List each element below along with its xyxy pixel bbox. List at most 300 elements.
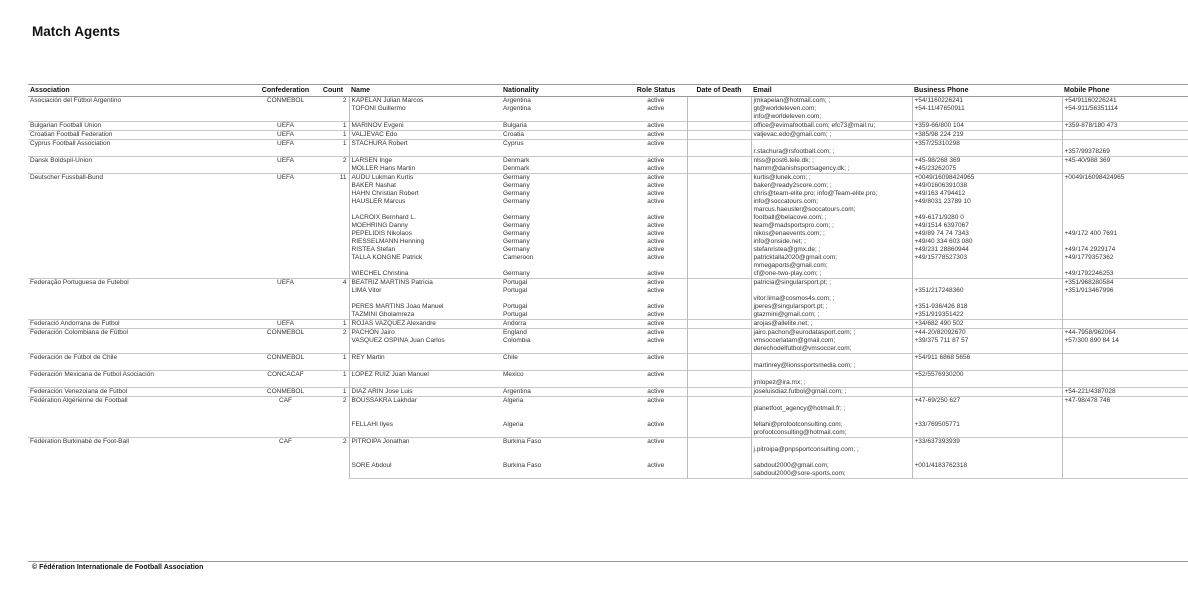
nationality-cell: Burkina Faso — [501, 438, 625, 463]
email-cell-line: planetfoot_agency@hotmail.fr; ; — [753, 405, 846, 412]
business-phone-cell — [912, 337, 1062, 354]
nationality-cell: Germany — [503, 246, 530, 253]
email-cell — [751, 105, 912, 122]
email-cell — [751, 279, 912, 288]
email-cell-line: team@madsportspro.com; ; — [753, 222, 834, 229]
agent-name-cell: ROJAS VAZQUEZ Alexandre — [349, 320, 501, 329]
business-phone-cell — [912, 462, 1062, 479]
date-of-death-cell — [687, 254, 751, 270]
page-title: Match Agents — [32, 24, 121, 39]
date-of-death-cell — [687, 397, 751, 422]
mobile-phone-cell-line — [1065, 303, 1187, 311]
nationality-cell: Portugal — [503, 303, 528, 310]
business-phone-cell-line: +0049/16098424965 — [914, 174, 975, 181]
role-status-cell: active — [647, 105, 665, 112]
mobile-phone-cell — [1062, 337, 1188, 354]
email-cell-line: kurtis@lunek.com; ; — [753, 174, 811, 181]
mobile-phone-cell-line — [1065, 371, 1187, 379]
nationality-cell: Mexico — [501, 371, 625, 388]
table-row[interactable] — [28, 329, 1188, 338]
role-status-cell: active — [647, 214, 665, 221]
mobile-phone-cell-line — [1065, 165, 1187, 173]
col-header-mobile-phone[interactable]: Mobile Phone — [1062, 85, 1188, 97]
business-phone-cell-line: +45/23262075 — [914, 165, 957, 172]
agent-name-cell: BEATRIZ MARTINS Patricia — [349, 279, 501, 288]
role-status-cell: active — [647, 254, 665, 261]
business-phone-cell-line: +49-6171/9280 0 — [914, 214, 964, 221]
business-phone-cell — [912, 157, 1062, 166]
email-cell-line: info@worldeleven.com; — [753, 113, 822, 120]
email-cell-line: cf@one-two-play.com; ; — [753, 270, 822, 277]
business-phone-cell-line: +47-69/250 627 — [914, 397, 961, 404]
email-cell-line: sabdoul2000@sore-sports.com; — [753, 470, 846, 477]
email-cell — [751, 254, 912, 270]
table-row[interactable] — [28, 174, 1188, 183]
mobile-phone-cell-line: +351/913467996 — [1064, 287, 1114, 294]
association-cell: Federación Colombiana de Fútbol — [28, 329, 254, 354]
business-phone-cell — [912, 198, 1062, 214]
agent-name-cell: STACHURA Robert — [349, 140, 501, 157]
count-cell: 2 — [317, 397, 349, 438]
count-cell: 4 — [317, 279, 349, 320]
business-phone-cell-line: +351-936/426 818 — [914, 303, 968, 310]
role-status-cell: active — [625, 388, 687, 397]
table-row[interactable] — [28, 388, 1188, 397]
nationality-cell: Germany — [503, 222, 530, 229]
col-header-count[interactable]: Count — [317, 85, 349, 97]
mobile-phone-cell-line — [1065, 438, 1187, 446]
agent-name-cell: PACHON Jairo — [349, 329, 501, 338]
role-status-cell: active — [647, 222, 665, 229]
mobile-phone-cell — [1062, 214, 1188, 222]
email-cell-line: hamm@danishsportsagency.dk; ; — [753, 165, 850, 172]
nationality-cell: Cyprus — [501, 140, 625, 157]
table-row[interactable] — [28, 97, 1188, 106]
count-cell: 2 — [317, 157, 349, 174]
business-phone-cell-line: +49/163 4794412 — [914, 190, 966, 197]
role-status-cell: active — [625, 320, 687, 329]
email-cell-line: j.pitroipa@pnpsportconsulting.com; ; — [753, 446, 859, 453]
business-phone-cell-line: +54/911 6868 5656 — [914, 354, 971, 361]
agent-name-cell: KAPELAN Julian Marcos — [349, 97, 501, 106]
business-phone-cell-line: +33/769505771 — [914, 421, 960, 428]
business-phone-cell-line: +34/682 490 502 — [914, 320, 964, 327]
email-cell — [751, 214, 912, 222]
agent-name-cell: TAZMINI Gholamreza — [351, 311, 415, 318]
business-phone-cell-line: +357/25310298 — [914, 140, 960, 147]
nationality-cell: Bulgaria — [501, 122, 625, 131]
confederation-cell: CONMEBOL — [254, 388, 317, 397]
email-cell — [751, 388, 912, 397]
mobile-phone-cell — [1062, 105, 1188, 122]
table-row[interactable] — [28, 122, 1188, 131]
role-status-cell: active — [647, 190, 665, 197]
count-cell: 2 — [317, 438, 349, 479]
date-of-death-cell — [687, 329, 751, 338]
date-of-death-cell — [687, 371, 751, 388]
business-phone-cell — [912, 131, 1062, 140]
nationality-cell: Algeria — [503, 421, 524, 428]
date-of-death-cell — [687, 157, 751, 166]
business-phone-cell — [912, 388, 1062, 397]
email-cell-line: joseluisdiaz.futbol@gmail.com; ; — [753, 388, 847, 395]
role-status-cell: active — [625, 97, 687, 106]
mobile-phone-cell-line — [1065, 421, 1187, 429]
mobile-phone-cell-line — [1065, 214, 1187, 222]
mobile-phone-cell — [1062, 421, 1188, 438]
email-cell — [751, 174, 912, 183]
email-cell-line: jmkapelan@hotmail.com; ; — [753, 97, 831, 104]
mobile-phone-cell — [1062, 303, 1188, 311]
email-cell — [751, 303, 912, 311]
association-cell: Federación de Fútbol de Chile — [28, 354, 254, 371]
email-cell-line: baker@ready2score.com; ; — [753, 182, 832, 189]
business-phone-cell — [912, 105, 1062, 122]
mobile-phone-cell — [1062, 174, 1188, 183]
email-cell — [751, 270, 912, 279]
date-of-death-cell — [687, 122, 751, 131]
mobile-phone-cell-line: +49/1792246253 — [1064, 270, 1114, 277]
table-row[interactable] — [28, 354, 1188, 371]
email-cell — [751, 438, 912, 463]
agent-name-cell: LOPEZ RUIZ Juan Manuel — [349, 371, 501, 388]
mobile-phone-cell-line — [1065, 311, 1187, 319]
email-cell-line: nikos@enaevents.com; ; — [753, 230, 825, 237]
count-cell: 1 — [317, 131, 349, 140]
mobile-phone-cell — [1062, 198, 1188, 214]
mobile-phone-cell-line: +49/1779357362 — [1064, 254, 1114, 261]
agent-name-cell: HAUSLER Marcus — [351, 198, 406, 205]
mobile-phone-cell-line: +57/300 890 84 14 — [1064, 337, 1119, 344]
count-cell: 2 — [317, 97, 349, 122]
agent-name-cell: LIMA Vitor — [351, 287, 382, 294]
confederation-cell: UEFA — [254, 122, 317, 131]
confederation-cell: CAF — [254, 438, 317, 479]
table-body — [28, 97, 1188, 479]
email-cell-line: patricktalla2020@gmail.com; — [753, 254, 838, 261]
table-row[interactable] — [28, 131, 1188, 140]
association-cell: Federação Portuguesa de Futebol — [28, 279, 254, 320]
association-cell: Fédération Algérienne de Football — [28, 397, 254, 438]
business-phone-cell-line: +49/15778527303 — [914, 254, 968, 261]
email-cell-line: info@soccatours.com; — [753, 198, 818, 205]
col-header-email[interactable]: Email — [751, 85, 912, 97]
date-of-death-cell — [687, 421, 751, 438]
association-cell: Croatian Football Federation — [28, 131, 254, 140]
nationality-cell: Germany — [503, 198, 530, 205]
count-cell: 1 — [317, 354, 349, 371]
mobile-phone-cell-line: +45-40/988 369 — [1064, 157, 1111, 164]
association-cell: Dansk Boldspil-Union — [28, 157, 254, 174]
mobile-phone-cell — [1062, 270, 1188, 279]
nationality-cell: Germany — [503, 270, 530, 277]
association-cell: Federació Andorrana de Futbol — [28, 320, 254, 329]
email-cell-line: vitor.lima@cosmos4s.com; ; — [753, 295, 835, 302]
agents-table-wrapper — [28, 84, 1188, 479]
mobile-phone-cell-line: +44-7958/962064 — [1064, 329, 1116, 336]
business-phone-cell-line: +49/8031 23789 10 — [914, 198, 971, 205]
mobile-phone-cell — [1062, 254, 1188, 270]
business-phone-cell-line — [915, 270, 1060, 278]
mobile-phone-cell-line — [1065, 354, 1187, 362]
agent-name-cell: SORE Abdoul — [349, 462, 501, 479]
date-of-death-cell — [687, 270, 751, 279]
agent-name-cell: AUDU Lukman Kurtis — [349, 174, 501, 183]
nationality-cell: Germany — [503, 230, 530, 237]
date-of-death-cell — [687, 214, 751, 222]
confederation-cell: UEFA — [254, 157, 317, 174]
mobile-phone-cell — [1062, 397, 1188, 422]
business-phone-cell-line: +385/98 224 219 — [914, 131, 964, 138]
nationality-cell: Argentina — [501, 97, 625, 106]
role-status-cell: active — [625, 438, 687, 463]
business-phone-cell-line: +49/40 334 603 080 — [914, 238, 973, 245]
agents-table — [28, 84, 1188, 479]
business-phone-cell — [912, 438, 1062, 463]
confederation-cell: UEFA — [254, 320, 317, 329]
col-header-date-of-death[interactable]: Date of Death — [687, 85, 751, 97]
table-row[interactable] — [28, 320, 1188, 329]
email-cell-line — [754, 140, 910, 148]
email-cell — [751, 230, 912, 238]
role-status-cell: active — [647, 198, 665, 205]
email-cell-line: chris@team-elite.pro; info@Team-elite.pro; — [753, 190, 878, 197]
association-cell: Deutscher Fussball-Bund — [28, 174, 254, 279]
email-cell-line: r.stachura@rsfootball.com; ; — [753, 148, 835, 155]
agent-name-cell: BOUSSAKRA Lakhdar — [349, 397, 501, 422]
mobile-phone-cell-line: +49/172 400 7691 — [1064, 230, 1118, 237]
nationality-cell: Portugal — [503, 311, 528, 318]
email-cell — [751, 287, 912, 303]
email-cell — [751, 354, 912, 371]
role-status-cell: active — [625, 462, 687, 479]
agent-name-cell: REY Martin — [349, 354, 501, 371]
association-cell: Federación Mexicana de Futbol Asociación — [28, 371, 254, 388]
mobile-phone-cell-line — [1065, 190, 1187, 198]
nationality-cell: Portugal — [503, 287, 528, 294]
mobile-phone-cell — [1062, 165, 1188, 174]
agent-name-cell: TALLA KONGNE Patrick — [351, 254, 423, 261]
email-cell — [751, 190, 912, 198]
col-header-role-status[interactable]: Role Status — [625, 85, 687, 97]
email-cell-line: profootconsulting@hotmail.com; — [753, 429, 847, 436]
business-phone-cell — [912, 320, 1062, 329]
agent-name-cell: RIESSELMANN Henning — [351, 238, 425, 245]
date-of-death-cell — [687, 131, 751, 140]
mobile-phone-cell-line — [1065, 222, 1187, 230]
email-cell — [751, 140, 912, 157]
business-phone-cell — [912, 97, 1062, 106]
email-cell-line: stefanristea@gmx.de; ; — [753, 246, 821, 253]
role-status-cell: active — [647, 238, 665, 245]
col-header-association[interactable]: Association — [28, 85, 254, 97]
business-phone-cell — [912, 238, 1062, 246]
business-phone-cell-line: +54-11/47650911 — [914, 105, 965, 112]
table-row[interactable] — [28, 438, 1188, 463]
mobile-phone-cell — [1062, 131, 1188, 140]
confederation-cell: CONMEBOL — [254, 329, 317, 354]
mobile-phone-cell — [1062, 238, 1188, 246]
mobile-phone-cell-line — [1065, 198, 1187, 206]
nationality-cell: Argentina — [503, 105, 531, 112]
date-of-death-cell — [687, 230, 751, 238]
date-of-death-cell — [687, 198, 751, 214]
col-header-confederation[interactable]: Confederation — [254, 85, 317, 97]
mobile-phone-cell — [1062, 279, 1188, 288]
date-of-death-cell — [687, 311, 751, 320]
business-phone-cell-line: +49/1514 6397067 — [914, 222, 969, 229]
nationality-cell: Germany — [503, 238, 530, 245]
role-status-cell: active — [625, 122, 687, 131]
col-header-name[interactable]: Name — [349, 85, 501, 97]
role-status-cell: active — [647, 246, 665, 253]
email-cell-line: gt@worldeleven.com; — [753, 105, 817, 112]
mobile-phone-cell-line: +54-221/4387028 — [1064, 388, 1116, 395]
business-phone-cell — [912, 254, 1062, 270]
association-cell: Fédération Burkinabè de Foot-Ball — [28, 438, 254, 479]
mobile-phone-cell — [1062, 354, 1188, 371]
mobile-phone-cell-line: +0049/16098424965 — [1064, 174, 1125, 181]
business-phone-cell — [912, 140, 1062, 157]
col-header-nationality[interactable]: Nationality — [501, 85, 625, 97]
count-cell: 1 — [317, 320, 349, 329]
email-cell-line: martinrey@lionssportsmedia.com; ; — [753, 362, 856, 369]
mobile-phone-cell-line: +54/91160226241 — [1064, 97, 1117, 104]
business-phone-cell — [912, 303, 1062, 311]
count-cell: 11 — [317, 174, 349, 279]
business-phone-cell-line: +359-66/800 104 — [914, 122, 964, 129]
date-of-death-cell — [687, 462, 751, 479]
email-cell-line — [754, 287, 910, 295]
role-status-cell: active — [647, 165, 665, 172]
association-cell: Federación Venezolana de Fútbol — [28, 388, 254, 397]
count-cell: 1 — [317, 122, 349, 131]
role-status-cell: active — [625, 140, 687, 157]
table-row[interactable] — [28, 279, 1188, 288]
date-of-death-cell — [687, 222, 751, 230]
role-status-cell: active — [647, 182, 665, 189]
email-cell-line: derechodelfutbol@vmsoccer.com; — [753, 345, 852, 352]
business-phone-cell — [912, 270, 1062, 279]
email-cell-line: valjevac.edo@gmail.com; ; — [753, 131, 832, 138]
business-phone-cell — [912, 222, 1062, 230]
role-status-cell: active — [647, 337, 665, 344]
confederation-cell: CAF — [254, 397, 317, 438]
business-phone-cell-line: +351/919351422 — [914, 311, 964, 318]
date-of-death-cell — [687, 174, 751, 183]
confederation-cell: CONMEBOL — [254, 354, 317, 371]
business-phone-cell-line: +49/01606391038 — [914, 182, 968, 189]
confederation-cell: UEFA — [254, 279, 317, 320]
business-phone-cell-line: +351/217248360 — [914, 287, 964, 294]
date-of-death-cell — [687, 182, 751, 190]
email-cell-line: jmlopez@ira.mx; ; — [753, 379, 806, 386]
date-of-death-cell — [687, 320, 751, 329]
email-cell — [751, 421, 912, 438]
mobile-phone-cell-line — [1065, 131, 1187, 139]
mobile-phone-cell-line: +357/99378269 — [1064, 148, 1110, 155]
email-cell — [751, 462, 912, 479]
mobile-phone-cell-line: +47-98/478 746 — [1064, 397, 1111, 404]
email-cell-line — [754, 397, 910, 405]
email-cell — [751, 157, 912, 166]
role-status-cell: active — [647, 311, 665, 318]
email-cell — [751, 397, 912, 422]
table-row[interactable] — [28, 157, 1188, 166]
agent-name-cell: HAHN Christian Robert — [351, 190, 419, 197]
date-of-death-cell — [687, 303, 751, 311]
business-phone-cell-line: +49/231 28860944 — [914, 246, 969, 253]
nationality-cell: Burkina Faso — [501, 462, 625, 479]
nationality-cell: Germany — [503, 214, 530, 221]
nationality-cell: Chile — [501, 354, 625, 371]
mobile-phone-cell — [1062, 388, 1188, 397]
role-status-cell: active — [647, 287, 665, 294]
agent-name-cell: WIECHEL Christina — [351, 270, 409, 277]
mobile-phone-cell — [1062, 311, 1188, 320]
email-cell-line: patricia@singularsport.pt; ; — [753, 279, 831, 286]
business-phone-cell — [912, 287, 1062, 303]
mobile-phone-cell-line: +351/968280584 — [1064, 279, 1114, 286]
table-header-row — [28, 85, 1188, 97]
mobile-phone-cell — [1062, 287, 1188, 303]
nationality-cell: Denmark — [503, 165, 530, 172]
mobile-phone-cell-line — [1065, 140, 1187, 148]
mobile-phone-cell-line — [1065, 462, 1187, 470]
role-status-cell: active — [625, 371, 687, 388]
email-cell-line: vmsoccerlatam@gmail.com; — [753, 337, 836, 344]
count-cell: 2 — [317, 329, 349, 354]
mobile-phone-cell — [1062, 438, 1188, 463]
email-cell-line — [754, 438, 910, 446]
business-phone-cell-line: +001/4183762318 — [914, 462, 968, 469]
confederation-cell: UEFA — [254, 131, 317, 140]
agent-name-cell: PITROIPA Jonathan — [349, 438, 501, 463]
role-status-cell: active — [625, 354, 687, 371]
agent-name-cell: PERES MARTINS Joao Manuel — [351, 303, 444, 310]
date-of-death-cell — [687, 279, 751, 288]
mobile-phone-cell — [1062, 190, 1188, 198]
table-row[interactable] — [28, 397, 1188, 422]
email-cell — [751, 165, 912, 174]
confederation-cell: CONMEBOL — [254, 97, 317, 122]
mobile-phone-cell — [1062, 122, 1188, 131]
nationality-cell: Croatia — [501, 131, 625, 140]
role-status-cell: active — [625, 397, 687, 422]
business-phone-cell — [912, 246, 1062, 254]
nationality-cell: Denmark — [501, 157, 625, 166]
table-row[interactable] — [28, 140, 1188, 157]
date-of-death-cell — [687, 388, 751, 397]
mobile-phone-cell — [1062, 329, 1188, 338]
agent-name-cell: LARSEN Inge — [349, 157, 501, 166]
date-of-death-cell — [687, 238, 751, 246]
mobile-phone-cell — [1062, 182, 1188, 190]
mobile-phone-cell — [1062, 140, 1188, 157]
footer-divider — [28, 561, 1188, 562]
email-cell — [751, 131, 912, 140]
col-header-business-phone[interactable]: Business Phone — [912, 85, 1062, 97]
role-status-cell: active — [625, 279, 687, 288]
copyright-footer: © Fédération Internationale de Football Association — [32, 564, 204, 571]
nationality-cell: England — [501, 329, 625, 338]
role-status-cell: active — [647, 421, 665, 428]
business-phone-cell — [912, 329, 1062, 338]
nationality-cell: Algeria — [501, 397, 625, 422]
agent-name-cell: MARINOV Evgeni — [349, 122, 501, 131]
table-row[interactable] — [28, 371, 1188, 388]
nationality-cell: Germany — [503, 182, 530, 189]
